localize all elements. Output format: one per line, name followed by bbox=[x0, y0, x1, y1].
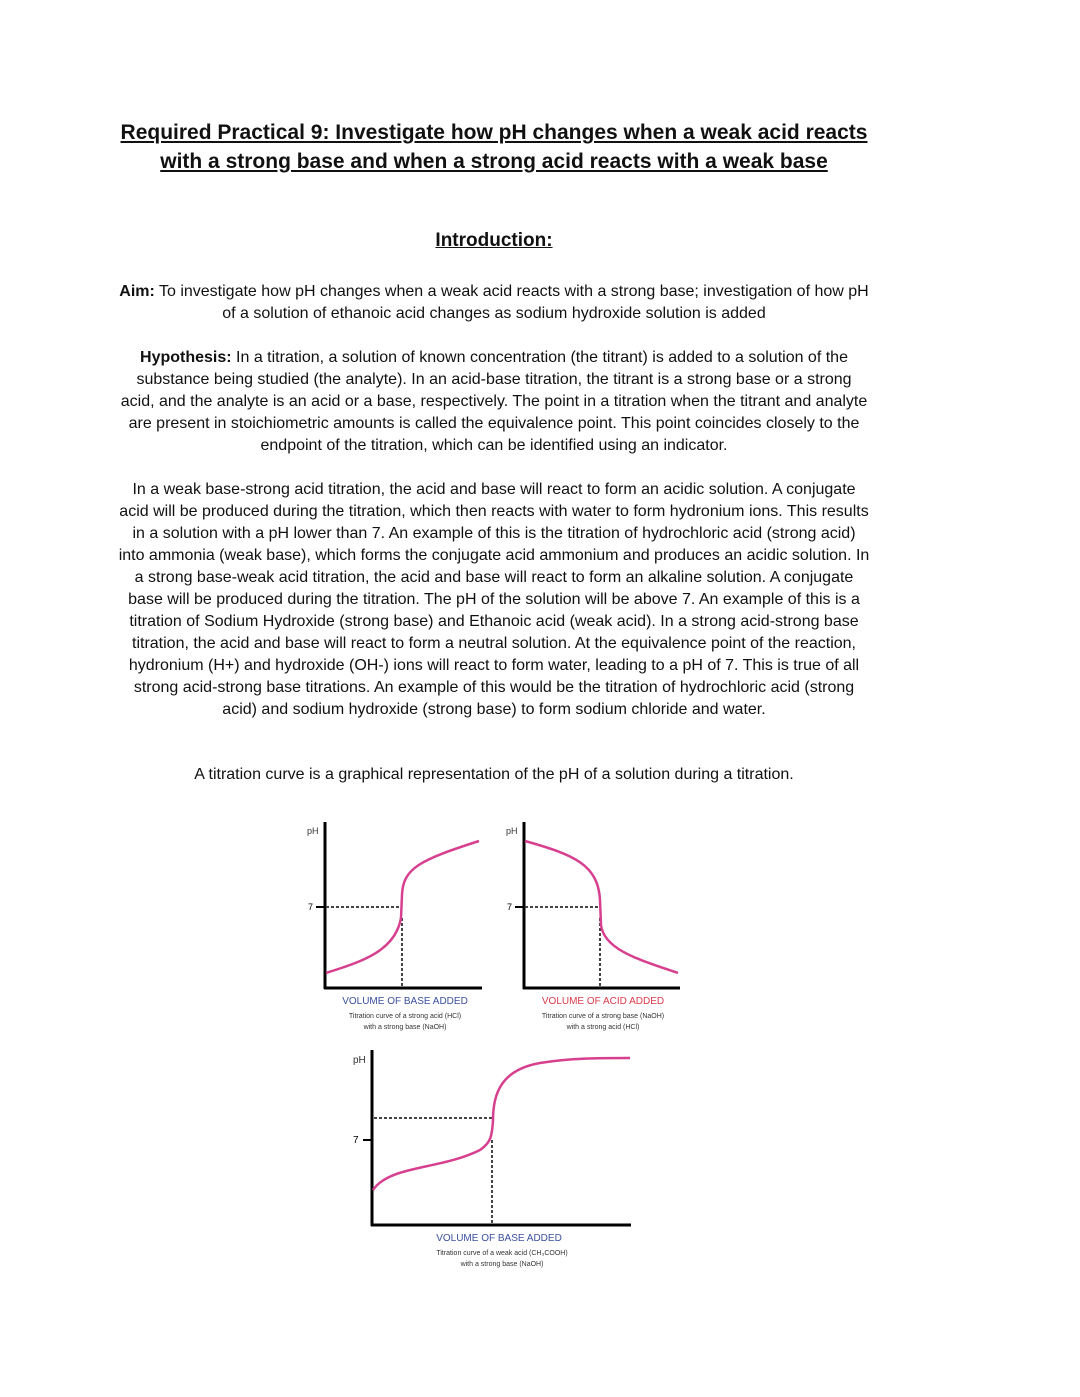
strong-base-strong-acid-curve bbox=[506, 822, 680, 1031]
x-axis-label: VOLUME OF BASE ADDED bbox=[436, 1233, 562, 1244]
hypothesis-label: Hypothesis: bbox=[140, 349, 232, 366]
caption: with a strong acid (HCl) bbox=[566, 1024, 640, 1031]
aim-text: To investigate how pH changes when a weak acid reacts with a strong base; investigation of how pH of a solution of ethanoic acid changes as sodium hydroxide solution is added bbox=[154, 283, 869, 322]
titration-curve-sentence: A titration curve is a graphical representation of the pH of a solution during a titration. bbox=[194, 766, 794, 783]
tick-label: 7 bbox=[353, 1135, 359, 1146]
tick-label: 7 bbox=[507, 902, 513, 912]
caption: Titration curve of a strong acid (HCl) bbox=[348, 1013, 462, 1020]
page-title: Required Practical 9: Investigate how pH changes when a weak acid reacts with a strong base and when a strong acid reacts with a weak base bbox=[120, 121, 868, 173]
introduction-heading: Introduction: bbox=[435, 230, 553, 251]
strong-acid-strong-base-curve bbox=[307, 822, 482, 1031]
aim-label: Aim: bbox=[119, 283, 155, 300]
x-axis-label: VOLUME OF ACID ADDED bbox=[541, 996, 665, 1007]
y-axis-label: pH bbox=[353, 1055, 366, 1066]
titration-curve bbox=[373, 1058, 630, 1190]
tick-label: 7 bbox=[308, 902, 314, 912]
caption: Titration curve of a strong base (NaOH) bbox=[541, 1013, 665, 1020]
caption: Titration curve of a weak acid (CH₃COOH) bbox=[436, 1250, 568, 1257]
y-axis-label: pH bbox=[506, 826, 518, 836]
y-axis-label: pH bbox=[307, 826, 319, 836]
hypothesis-paragraph bbox=[118, 347, 870, 457]
x-axis-label: VOLUME OF BASE ADDED bbox=[342, 996, 468, 1007]
titration-curves-figure bbox=[290, 815, 690, 1275]
weak-acid-strong-base-curve bbox=[353, 1050, 631, 1268]
titration-types-paragraph: In a weak base-strong acid titration, the acid and base will react to form an acidic solution. A conjugate acid will be produced during the titration, which then reacts with water to form hydronium ions. This results in a solution with a pH lower than 7. An example of this is the titration of hydrochloric acid (strong acid) into ammonia (weak base), which forms the conjugate acid ammonium and produces an acidic solution. In a strong base-weak acid titration, the acid and base will react to form an alkaline solution. A conjugate base will be produced during the titration. The pH of the solution will be above 7. An example of this is a titration of Sodium Hydroxide (strong base) and Ethanoic acid (weak acid). In a strong acid-strong base titration, the acid and base will react to form a neutral solution. At the equivalence point of the reaction, hydronium (H+) and hydroxide (OH-) ions will react to form water, leading to a pH of 7. This is true of all strong acid-strong base titrations. An example of this would be the titration of hydrochloric acid (strong acid) and sodium hydroxide (strong base) to form sodium chloride and water. bbox=[118, 481, 870, 718]
aim-paragraph bbox=[118, 281, 870, 325]
caption: with a strong base (NaOH) bbox=[363, 1024, 447, 1031]
hypothesis-text: In a titration, a solution of known concentration (the titrant) is added to a solution of the substance being studied (the analyte). In an acid-base titration, the titrant is a strong base or a strong acid, and the analyte is an acid or a base, respectively. The point in a titration when the titrant and analyte are present in stoichiometric amounts is called the equivalence point. This point coincides closely to the endpoint of the titration, which can be identified using an indicator. bbox=[120, 349, 868, 454]
caption: with a strong base (NaOH) bbox=[460, 1261, 544, 1268]
